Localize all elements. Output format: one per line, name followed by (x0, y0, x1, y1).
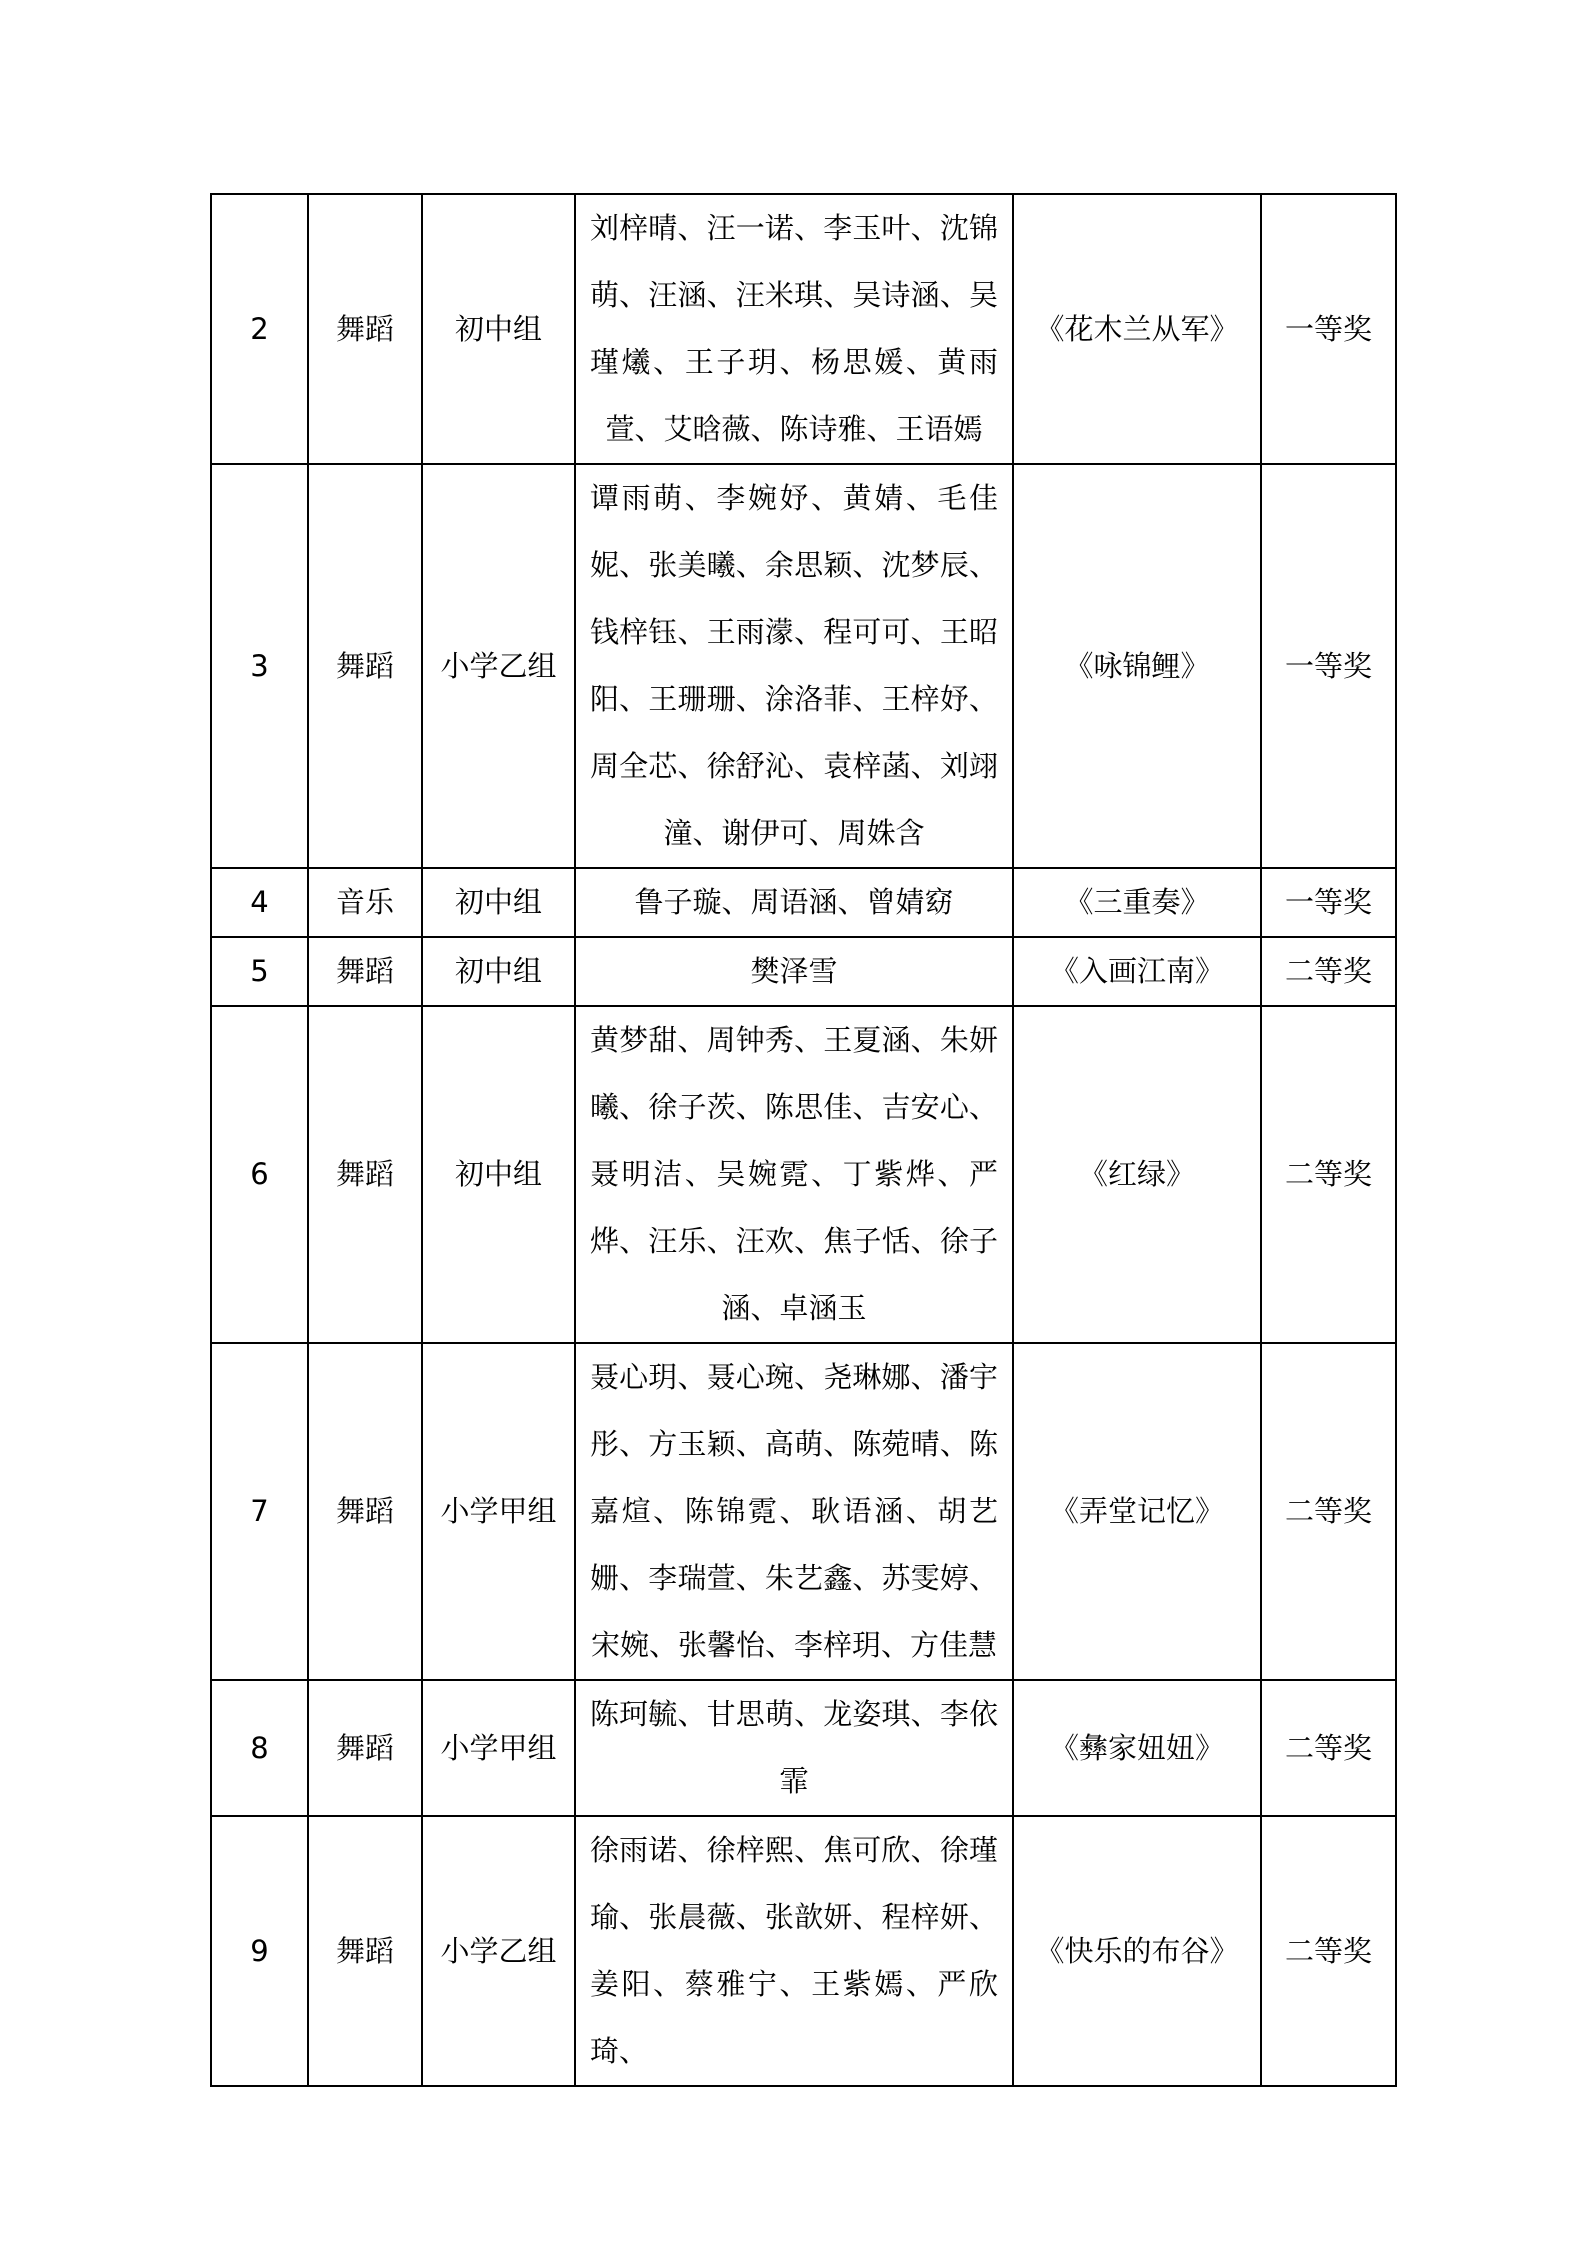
table-row (211, 1816, 1396, 2086)
row-performers: 徐雨诺、徐梓熙、焦可欣、徐瑾瑜、张晨薇、张歆妍、程梓妍、姜阳、蔡雅宁、王紫嫣、严欣琦、 (575, 1816, 1013, 2086)
awards-table (210, 193, 1397, 2087)
row-number: 9 (211, 1816, 308, 2086)
row-number: 8 (211, 1680, 308, 1816)
row-title: 《三重奏》 (1013, 868, 1261, 937)
row-award: 一等奖 (1261, 868, 1396, 937)
row-number: 4 (211, 868, 308, 937)
row-category: 舞蹈 (308, 194, 422, 464)
row-performers: 陈珂毓、甘思萌、龙姿琪、李依霏 (575, 1680, 1013, 1816)
row-title: 《入画江南》 (1013, 937, 1261, 1006)
row-award: 二等奖 (1261, 1680, 1396, 1816)
row-title: 《弄堂记忆》 (1013, 1343, 1261, 1680)
row-performers: 刘梓晴、汪一诺、李玉叶、沈锦萌、汪涵、汪米琪、吴诗涵、吴瑾爔、王子玥、杨思媛、黄雨萱、艾晗薇、陈诗雅、王语嫣 (575, 194, 1013, 464)
row-title: 《咏锦鲤》 (1013, 464, 1261, 868)
row-group: 初中组 (422, 1006, 575, 1343)
row-category: 舞蹈 (308, 464, 422, 868)
table-row (211, 1680, 1396, 1816)
row-performers: 鲁子璇、周语涵、曾婧窈 (575, 868, 1013, 937)
table-row (211, 1006, 1396, 1343)
row-award: 二等奖 (1261, 1343, 1396, 1680)
row-title: 《红绿》 (1013, 1006, 1261, 1343)
row-group: 初中组 (422, 937, 575, 1006)
row-performers: 樊泽雪 (575, 937, 1013, 1006)
row-group: 小学乙组 (422, 1816, 575, 2086)
row-performers: 聂心玥、聂心琬、尧琳娜、潘宇彤、方玉颖、高萌、陈菀晴、陈嘉煊、陈锦霓、耿语涵、胡艺姗、李瑞萱、朱艺鑫、苏雯婷、宋婉、张馨怡、李梓玥、方佳慧 (575, 1343, 1013, 1680)
row-category: 舞蹈 (308, 1343, 422, 1680)
row-group: 小学甲组 (422, 1343, 575, 1680)
row-group: 初中组 (422, 194, 575, 464)
table-row (211, 937, 1396, 1006)
row-group: 小学乙组 (422, 464, 575, 868)
row-category: 舞蹈 (308, 1680, 422, 1816)
table-row (211, 464, 1396, 868)
row-number: 7 (211, 1343, 308, 1680)
row-award: 二等奖 (1261, 1006, 1396, 1343)
row-award: 一等奖 (1261, 464, 1396, 868)
row-award: 二等奖 (1261, 1816, 1396, 2086)
row-title: 《彝家妞妞》 (1013, 1680, 1261, 1816)
row-performers: 黄梦甜、周钟秀、王夏涵、朱妍曦、徐子茨、陈思佳、吉安心、聂明洁、吴婉霓、丁紫烨、严烨、汪乐、汪欢、焦子恬、徐子涵、卓涵玉 (575, 1006, 1013, 1343)
row-award: 一等奖 (1261, 194, 1396, 464)
table-row (211, 868, 1396, 937)
row-award: 二等奖 (1261, 937, 1396, 1006)
row-category: 舞蹈 (308, 1006, 422, 1343)
row-category: 舞蹈 (308, 937, 422, 1006)
row-group: 初中组 (422, 868, 575, 937)
row-number: 5 (211, 937, 308, 1006)
row-group: 小学甲组 (422, 1680, 575, 1816)
row-category: 音乐 (308, 868, 422, 937)
row-title: 《快乐的布谷》 (1013, 1816, 1261, 2086)
row-number: 3 (211, 464, 308, 868)
row-category: 舞蹈 (308, 1816, 422, 2086)
row-number: 6 (211, 1006, 308, 1343)
row-number: 2 (211, 194, 308, 464)
table-row (211, 194, 1396, 464)
table-row (211, 1343, 1396, 1680)
row-performers: 谭雨萌、李婉妤、黄婧、毛佳妮、张美曦、余思颖、沈梦辰、钱梓钰、王雨濛、程可可、王昭阳、王珊珊、涂洛菲、王梓妤、周全芯、徐舒沁、袁梓菡、刘翊潼、谢伊可、周姝含 (575, 464, 1013, 868)
row-title: 《花木兰从军》 (1013, 194, 1261, 464)
